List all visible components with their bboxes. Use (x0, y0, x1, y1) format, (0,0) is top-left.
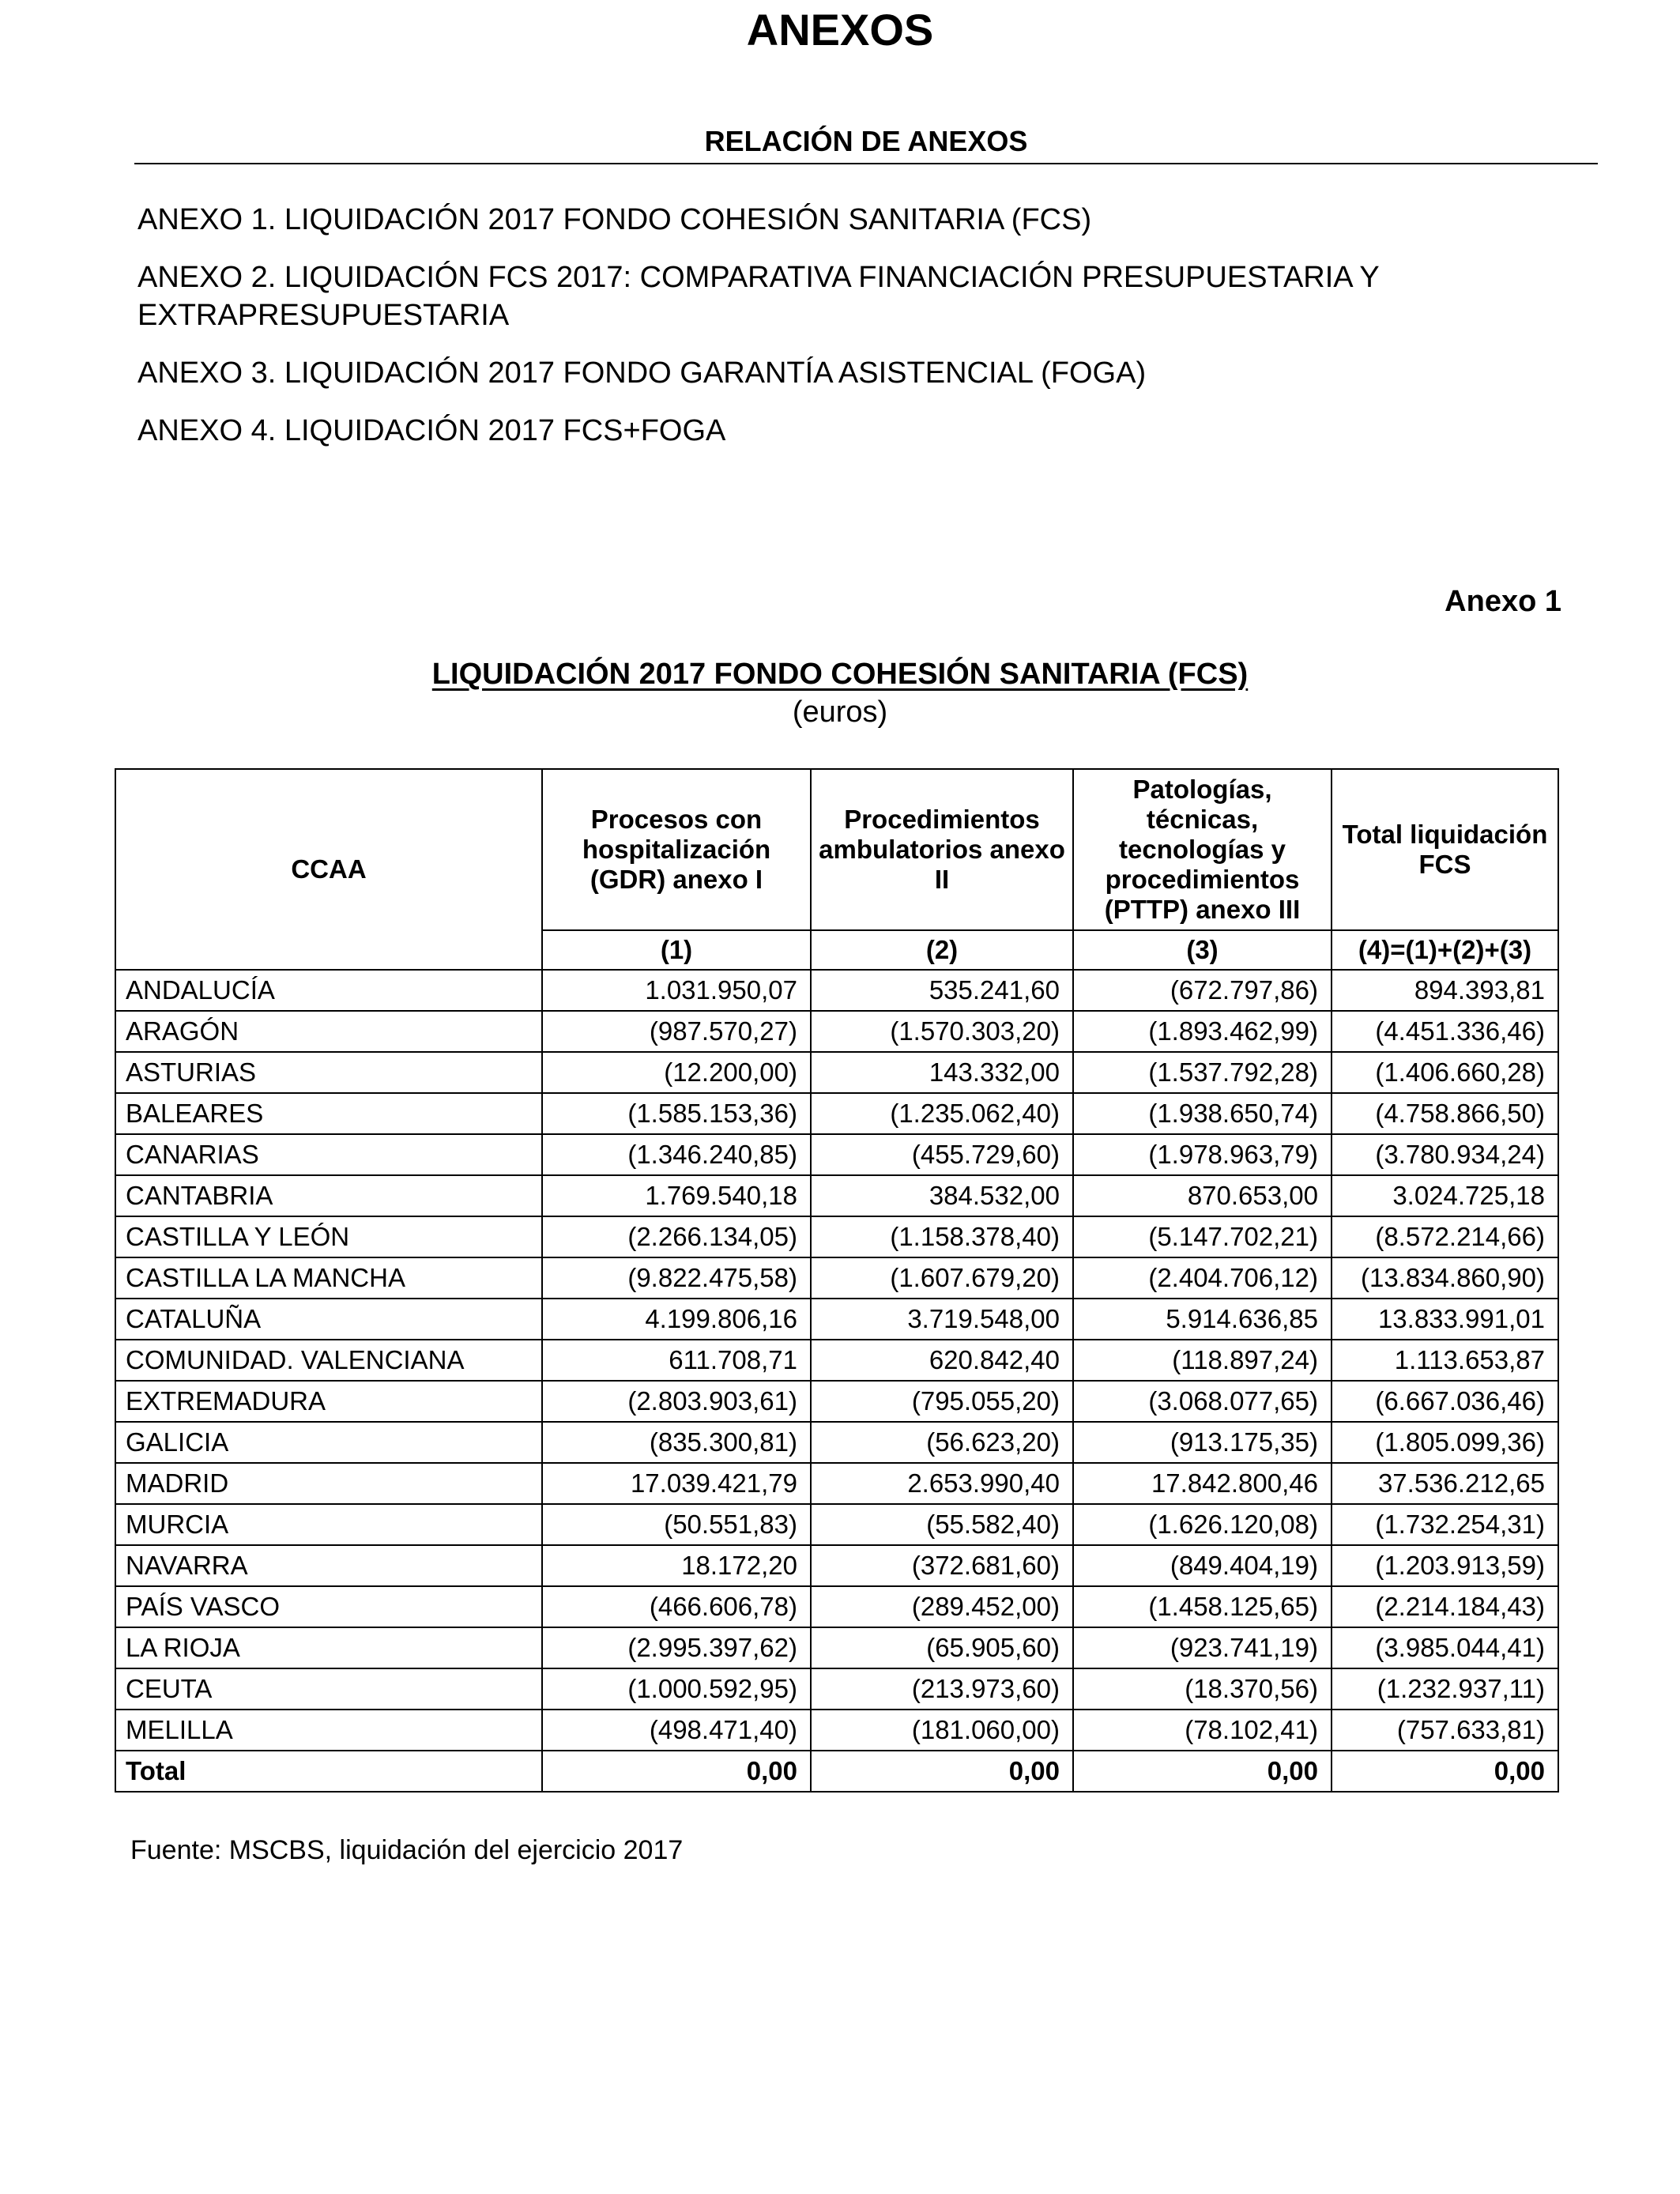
row-value: 620.842,40 (811, 1340, 1073, 1381)
row-value: 1.769.540,18 (542, 1175, 811, 1216)
row-value: 143.332,00 (811, 1052, 1073, 1093)
row-value: (372.681,60) (811, 1545, 1073, 1586)
table-row (115, 1175, 1558, 1216)
row-value: (4.451.336,46) (1332, 1011, 1558, 1052)
row-value: (181.060,00) (811, 1710, 1073, 1751)
table-row (115, 1134, 1558, 1175)
row-value: (1.570.303,20) (811, 1011, 1073, 1052)
row-value: (4.758.866,50) (1332, 1093, 1558, 1134)
row-value: 18.172,20 (542, 1545, 811, 1586)
row-value: 894.393,81 (1332, 970, 1558, 1011)
row-value: 0,00 (811, 1751, 1073, 1792)
row-label: CEUTA (115, 1668, 542, 1710)
table-row (115, 1710, 1558, 1751)
row-value: (1.406.660,28) (1332, 1052, 1558, 1093)
table-row (115, 1504, 1558, 1545)
row-value: (12.200,00) (542, 1052, 811, 1093)
row-value: (1.158.378,40) (811, 1216, 1073, 1257)
row-value: 13.833.991,01 (1332, 1299, 1558, 1340)
row-value: (1.232.937,11) (1332, 1668, 1558, 1710)
row-label: CANTABRIA (115, 1175, 542, 1216)
col-header-pttp: Patologías, técnicas, tecnologías y procedimientos (PTTP) anexo III (1073, 769, 1332, 930)
table-row (115, 1668, 1558, 1710)
row-label: CANARIAS (115, 1134, 542, 1175)
col-code: (3) (1073, 930, 1332, 970)
col-header-gdr: Procesos con hospitalización (GDR) anexo I (542, 769, 811, 930)
table-row (115, 1052, 1558, 1093)
row-value: (466.606,78) (542, 1586, 811, 1627)
source-note: Fuente: MSCBS, liquidación del ejercicio 2017 (130, 1835, 684, 1865)
row-value: (913.175,35) (1073, 1422, 1332, 1463)
row-value: (3.985.044,41) (1332, 1627, 1558, 1668)
row-value: (498.471,40) (542, 1710, 811, 1751)
row-label: BALEARES (115, 1093, 542, 1134)
table-total-row (115, 1751, 1558, 1792)
row-label: COMUNIDAD. VALENCIANA (115, 1340, 542, 1381)
row-label: CASTILLA Y LEÓN (115, 1216, 542, 1257)
col-code: (4)=(1)+(2)+(3) (1332, 930, 1558, 970)
col-header-ccaa: CCAA (115, 769, 542, 970)
row-label: ASTURIAS (115, 1052, 542, 1093)
table-row (115, 1216, 1558, 1257)
table-title-text: LIQUIDACIÓN 2017 FONDO COHESIÓN SANITARIA (FCS) (431, 658, 1249, 691)
row-value: (1.346.240,85) (542, 1134, 811, 1175)
row-value: 37.536.212,65 (1332, 1463, 1558, 1504)
table-subtitle: (euros) (792, 696, 888, 729)
annex-list-item: ANEXO 3. LIQUIDACIÓN 2017 FONDO GARANTÍA ASISTENCIAL (FOGA) (137, 356, 1147, 390)
row-value: (2.803.903,61) (542, 1381, 811, 1422)
row-value: (50.551,83) (542, 1504, 811, 1545)
row-value: (3.780.934,24) (1332, 1134, 1558, 1175)
row-value: (2.214.184,43) (1332, 1586, 1558, 1627)
row-value: (1.203.913,59) (1332, 1545, 1558, 1586)
row-value: 870.653,00 (1073, 1175, 1332, 1216)
row-value: 1.113.653,87 (1332, 1340, 1558, 1381)
row-value: (65.905,60) (811, 1627, 1073, 1668)
row-value: 535.241,60 (811, 970, 1073, 1011)
row-value: 0,00 (1073, 1751, 1332, 1792)
row-value: (923.741,19) (1073, 1627, 1332, 1668)
row-value: (8.572.214,66) (1332, 1216, 1558, 1257)
col-code: (2) (811, 930, 1073, 970)
row-value: (849.404,19) (1073, 1545, 1332, 1586)
table-row (115, 1586, 1558, 1627)
table-row (115, 1257, 1558, 1299)
row-value: (1.626.120,08) (1073, 1504, 1332, 1545)
row-value: (1.978.963,79) (1073, 1134, 1332, 1175)
col-code: (1) (542, 930, 811, 970)
row-label: CASTILLA LA MANCHA (115, 1257, 542, 1299)
row-value: (13.834.860,90) (1332, 1257, 1558, 1299)
annex-list-item: ANEXO 2. LIQUIDACIÓN FCS 2017: COMPARATIVA FINANCIACIÓN PRESUPUESTARIA Y EXTRAPRESUPUESTARIA (137, 261, 1380, 332)
row-value: (1.805.099,36) (1332, 1422, 1558, 1463)
annex-label: Anexo 1 (1445, 585, 1561, 618)
row-value: (3.068.077,65) (1073, 1381, 1332, 1422)
relation-title: RELACIÓN DE ANEXOS (704, 125, 1028, 157)
table-row (115, 1422, 1558, 1463)
table-header-row (115, 769, 1558, 930)
row-label: PAÍS VASCO (115, 1586, 542, 1627)
row-value: 17.039.421,79 (542, 1463, 811, 1504)
table-row (115, 1381, 1558, 1422)
row-value: (455.729,60) (811, 1134, 1073, 1175)
row-value: 17.842.800,46 (1073, 1463, 1332, 1504)
row-value: (1.732.254,31) (1332, 1504, 1558, 1545)
page-title: ANEXOS (746, 5, 934, 55)
row-value: (2.404.706,12) (1073, 1257, 1332, 1299)
row-value: 4.199.806,16 (542, 1299, 811, 1340)
row-value: (289.452,00) (811, 1586, 1073, 1627)
row-value: 2.653.990,40 (811, 1463, 1073, 1504)
row-value: (78.102,41) (1073, 1710, 1332, 1751)
table-body (115, 970, 1558, 1792)
row-label: GALICIA (115, 1422, 542, 1463)
relation-divider (134, 163, 1598, 164)
row-value: (9.822.475,58) (542, 1257, 811, 1299)
row-value: (1.000.592,95) (542, 1668, 811, 1710)
row-value: (1.607.679,20) (811, 1257, 1073, 1299)
annex-list (137, 201, 1591, 469)
annex-list-item: ANEXO 4. LIQUIDACIÓN 2017 FCS+FOGA (137, 414, 726, 447)
row-value: (118.897,24) (1073, 1340, 1332, 1381)
row-value: 3.719.548,00 (811, 1299, 1073, 1340)
row-value: (1.537.792,28) (1073, 1052, 1332, 1093)
row-value: (213.973,60) (811, 1668, 1073, 1710)
row-label: MADRID (115, 1463, 542, 1504)
table-row (115, 1011, 1558, 1052)
row-value: (1.893.462,99) (1073, 1011, 1332, 1052)
row-value: 611.708,71 (542, 1340, 811, 1381)
row-label: ARAGÓN (115, 1011, 542, 1052)
row-label: ANDALUCÍA (115, 970, 542, 1011)
row-value: (1.585.153,36) (542, 1093, 811, 1134)
table-row (115, 1340, 1558, 1381)
row-value: 1.031.950,07 (542, 970, 811, 1011)
table-title (0, 654, 1680, 694)
col-header-total: Total liquidación FCS (1332, 769, 1558, 930)
row-value: (795.055,20) (811, 1381, 1073, 1422)
row-label: CATALUÑA (115, 1299, 542, 1340)
row-label: Total (115, 1751, 542, 1792)
table-row (115, 1093, 1558, 1134)
fcs-table (115, 768, 1559, 1793)
row-value: 5.914.636,85 (1073, 1299, 1332, 1340)
col-header-ambulatorios: Procedimientos ambulatorios anexo II (811, 769, 1073, 930)
row-label: MURCIA (115, 1504, 542, 1545)
row-label: LA RIOJA (115, 1627, 542, 1668)
row-value: (6.667.036,46) (1332, 1381, 1558, 1422)
row-value: (1.458.125,65) (1073, 1586, 1332, 1627)
row-value: (56.623,20) (811, 1422, 1073, 1463)
row-label: EXTREMADURA (115, 1381, 542, 1422)
row-value: 0,00 (542, 1751, 811, 1792)
row-value: (2.266.134,05) (542, 1216, 811, 1257)
row-value: (757.633,81) (1332, 1710, 1558, 1751)
row-value: (18.370,56) (1073, 1668, 1332, 1710)
row-value: 3.024.725,18 (1332, 1175, 1558, 1216)
table-row (115, 1545, 1558, 1586)
row-value: (835.300,81) (542, 1422, 811, 1463)
row-label: NAVARRA (115, 1545, 542, 1586)
row-value: (1.235.062,40) (811, 1093, 1073, 1134)
annex-list-item: ANEXO 1. LIQUIDACIÓN 2017 FONDO COHESIÓN SANITARIA (FCS) (137, 203, 1092, 236)
row-label: MELILLA (115, 1710, 542, 1751)
table-row (115, 1299, 1558, 1340)
row-value: (1.938.650,74) (1073, 1093, 1332, 1134)
row-value: 384.532,00 (811, 1175, 1073, 1216)
table-row (115, 1627, 1558, 1668)
row-value: 0,00 (1332, 1751, 1558, 1792)
row-value: (55.582,40) (811, 1504, 1073, 1545)
table-row (115, 1463, 1558, 1504)
row-value: (672.797,86) (1073, 970, 1332, 1011)
table-row (115, 970, 1558, 1011)
row-value: (2.995.397,62) (542, 1627, 811, 1668)
row-value: (987.570,27) (542, 1011, 811, 1052)
row-value: (5.147.702,21) (1073, 1216, 1332, 1257)
